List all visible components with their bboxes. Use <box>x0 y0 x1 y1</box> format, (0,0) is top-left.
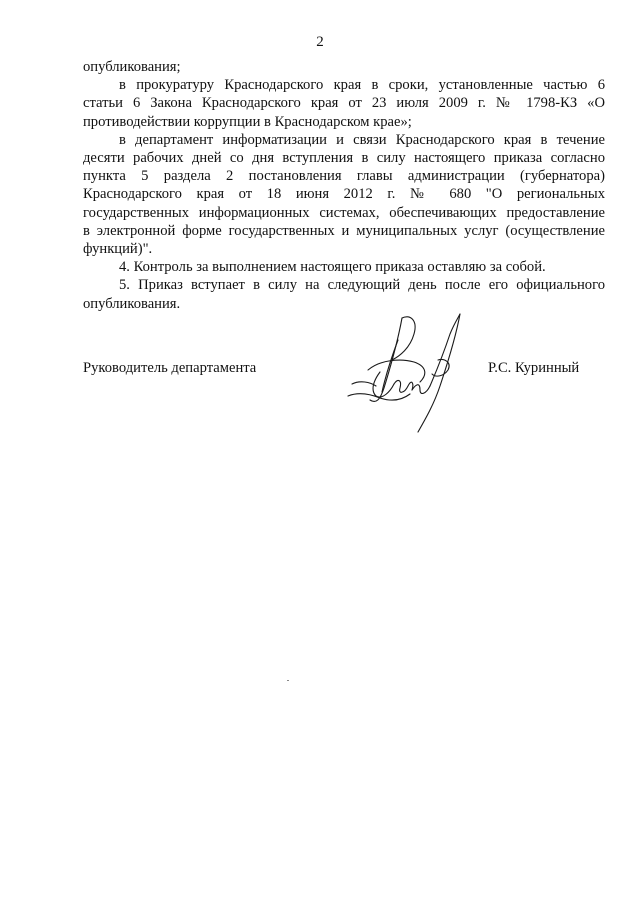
page-number: 2 <box>316 34 324 50</box>
handwritten-signature <box>340 300 480 440</box>
text-line: статьи 6 Закона Краснодарского края от 23 июля 2009 г. № 1798-КЗ «О <box>83 95 605 112</box>
text-line: Краснодарского края от 18 июня 2012 г. № 680 "О региональных <box>83 186 605 203</box>
text-line: опубликования. <box>83 295 181 312</box>
text-line: десяти рабочих дней со дня вступления в силу настоящего приказа согласно <box>83 150 605 167</box>
text-line: в прокуратуру Краснодарского края в сроки, установленные частью 6 <box>119 77 605 94</box>
text-line: противодействии коррупции в Краснодарском крае»; <box>83 113 412 130</box>
text-line: опубликования; <box>83 59 181 75</box>
scan-speck <box>287 680 289 681</box>
text-line: пункта 5 раздела 2 постановления главы администрации (губернатора) <box>83 168 605 185</box>
text-line: в департамент информатизации и связи Краснодарского края в течение <box>119 131 605 148</box>
text-line: 5. Приказ вступает в силу на следующий день после его официального <box>119 277 605 294</box>
text-line: 4. Контроль за выполнением настоящего приказа оставляю за собой. <box>119 259 546 276</box>
signer-position: Руководитель департамента <box>83 360 257 376</box>
paragraph-continuation <box>83 58 605 76</box>
text-line: функций)". <box>83 241 153 258</box>
text-line: в электронной форме государственных и муниципальных услуг (осуществление <box>83 222 605 239</box>
document-body <box>83 58 605 313</box>
text-line: государственных информационных системах, обеспечивающих предоставление <box>83 204 605 221</box>
signer-name: Р.С. Куринный <box>488 360 580 376</box>
paragraph-prosecutor <box>83 76 605 131</box>
paragraph-item-4 <box>83 258 605 276</box>
paragraph-informatization-department <box>83 131 605 258</box>
